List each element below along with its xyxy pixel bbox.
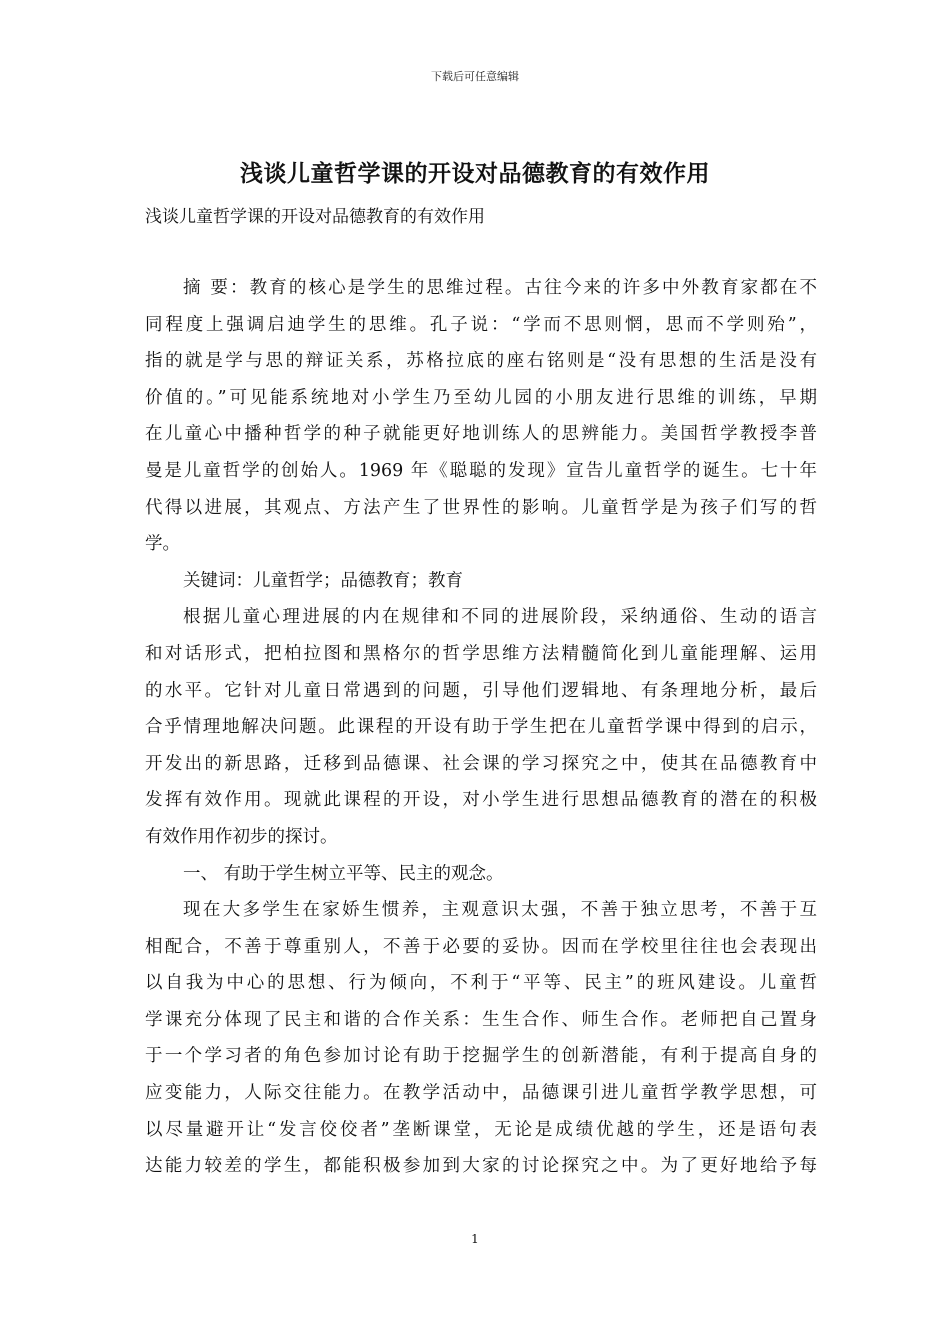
text-line: 曼是儿童哲学的创始人。1969 年《聪聪的发现》宣告儿童哲学的诞生。七十年 bbox=[145, 460, 817, 481]
text-line: 摘 要：教育的核心是学生的思维过程。古往今来的许多中外教育家都在不 bbox=[183, 278, 817, 298]
text-line: 合乎情理地解决问题。此课程的开设有助于学生把在儿童哲学课中得到的启示， bbox=[145, 717, 817, 738]
text-line: 于一个学习者的角色参加讨论有助于挖掘学生的创新潜能，有利于提高自身的 bbox=[145, 1046, 817, 1067]
paragraph-keywords bbox=[145, 563, 817, 600]
text-line: 以尽量避开让“发言佼佼者”垄断课堂，无论是成绩优越的学生，还是语句表 bbox=[145, 1119, 817, 1140]
text-line: 应变能力，人际交往能力。在教学活动中，品德课引进儿童哲学教学思想，可 bbox=[145, 1083, 817, 1104]
text-line: 以自我为中心的思想、行为倾向，不利于“平等、民主”的班风建设。儿童哲 bbox=[145, 973, 817, 994]
text-line: 达能力较差的学生，都能积极参加到大家的讨论探究之中。为了更好地给予每 bbox=[145, 1156, 817, 1177]
text-line: 代得以进展，其观点、方法产生了世界性的影响。儿童哲学是为孩子们写的哲 bbox=[145, 497, 817, 518]
paragraph-introduction bbox=[145, 599, 817, 855]
text-line: 相配合，不善于尊重别人，不善于必要的妥协。因而在学校里往往也会表现出 bbox=[145, 936, 817, 957]
text-line: 现在大多学生在家娇生惯养，主观意识太强，不善于独立思考，不善于互 bbox=[183, 900, 817, 921]
text-line: 一、 有助于学生树立平等、民主的观念。 bbox=[183, 863, 504, 884]
text-line: 和对话形式，把柏拉图和黑格尔的哲学思维方法精髓简化到儿童能理解、运用 bbox=[145, 643, 817, 664]
text-line: 在儿童心中播种哲学的种子就能更好地训练人的思辨能力。美国哲学教授李普 bbox=[145, 424, 817, 445]
text-line: 有效作用作初步的探讨。 bbox=[145, 826, 338, 847]
paragraph-section-one bbox=[145, 892, 817, 1185]
text-line: 根据儿童心理进展的内在规律和不同的进展阶段，采纳通俗、生动的语言 bbox=[183, 607, 817, 628]
text-line: 价值的。”可见能系统地对小学生乃至幼儿园的小朋友进行思维的训练，早期 bbox=[145, 387, 817, 408]
document-title: 浅谈儿童哲学课的开设对品德教育的有效作用 bbox=[240, 160, 710, 187]
document-subtitle: 浅谈儿童哲学课的开设对品德教育的有效作用 bbox=[145, 207, 485, 227]
paragraph-abstract bbox=[145, 270, 817, 563]
document-body bbox=[145, 270, 817, 1185]
text-line: 开发出的新思路，迁移到品德课、社会课的学习探究之中，使其在品德教育中 bbox=[145, 753, 817, 774]
text-line: 发挥有效作用。现就此课程的开设，对小学生进行思想品德教育的潜在的积极 bbox=[145, 790, 817, 811]
text-line: 关键词：儿童哲学；品德教育；教育 bbox=[183, 570, 463, 591]
page-number: 1 bbox=[471, 1232, 479, 1246]
section-heading bbox=[145, 856, 817, 893]
text-line: 的水平。它针对儿童日常遇到的问题，引导他们逻辑地、有条理地分析，最后 bbox=[145, 680, 817, 701]
text-line: 学课充分体现了民主和谐的合作关系：生生合作、师生合作。老师把自己置身 bbox=[145, 1009, 817, 1030]
page-header-note: 下载后可任意编辑 bbox=[431, 70, 519, 83]
text-line: 同程度上强调启迪学生的思维。孔子说：“学而不思则惘，思而不学则殆”， bbox=[145, 314, 817, 335]
text-line: 指的就是学与思的辩证关系，苏格拉底的座右铭则是“没有思想的生活是没有 bbox=[145, 351, 817, 372]
text-line: 学。 bbox=[145, 534, 180, 555]
